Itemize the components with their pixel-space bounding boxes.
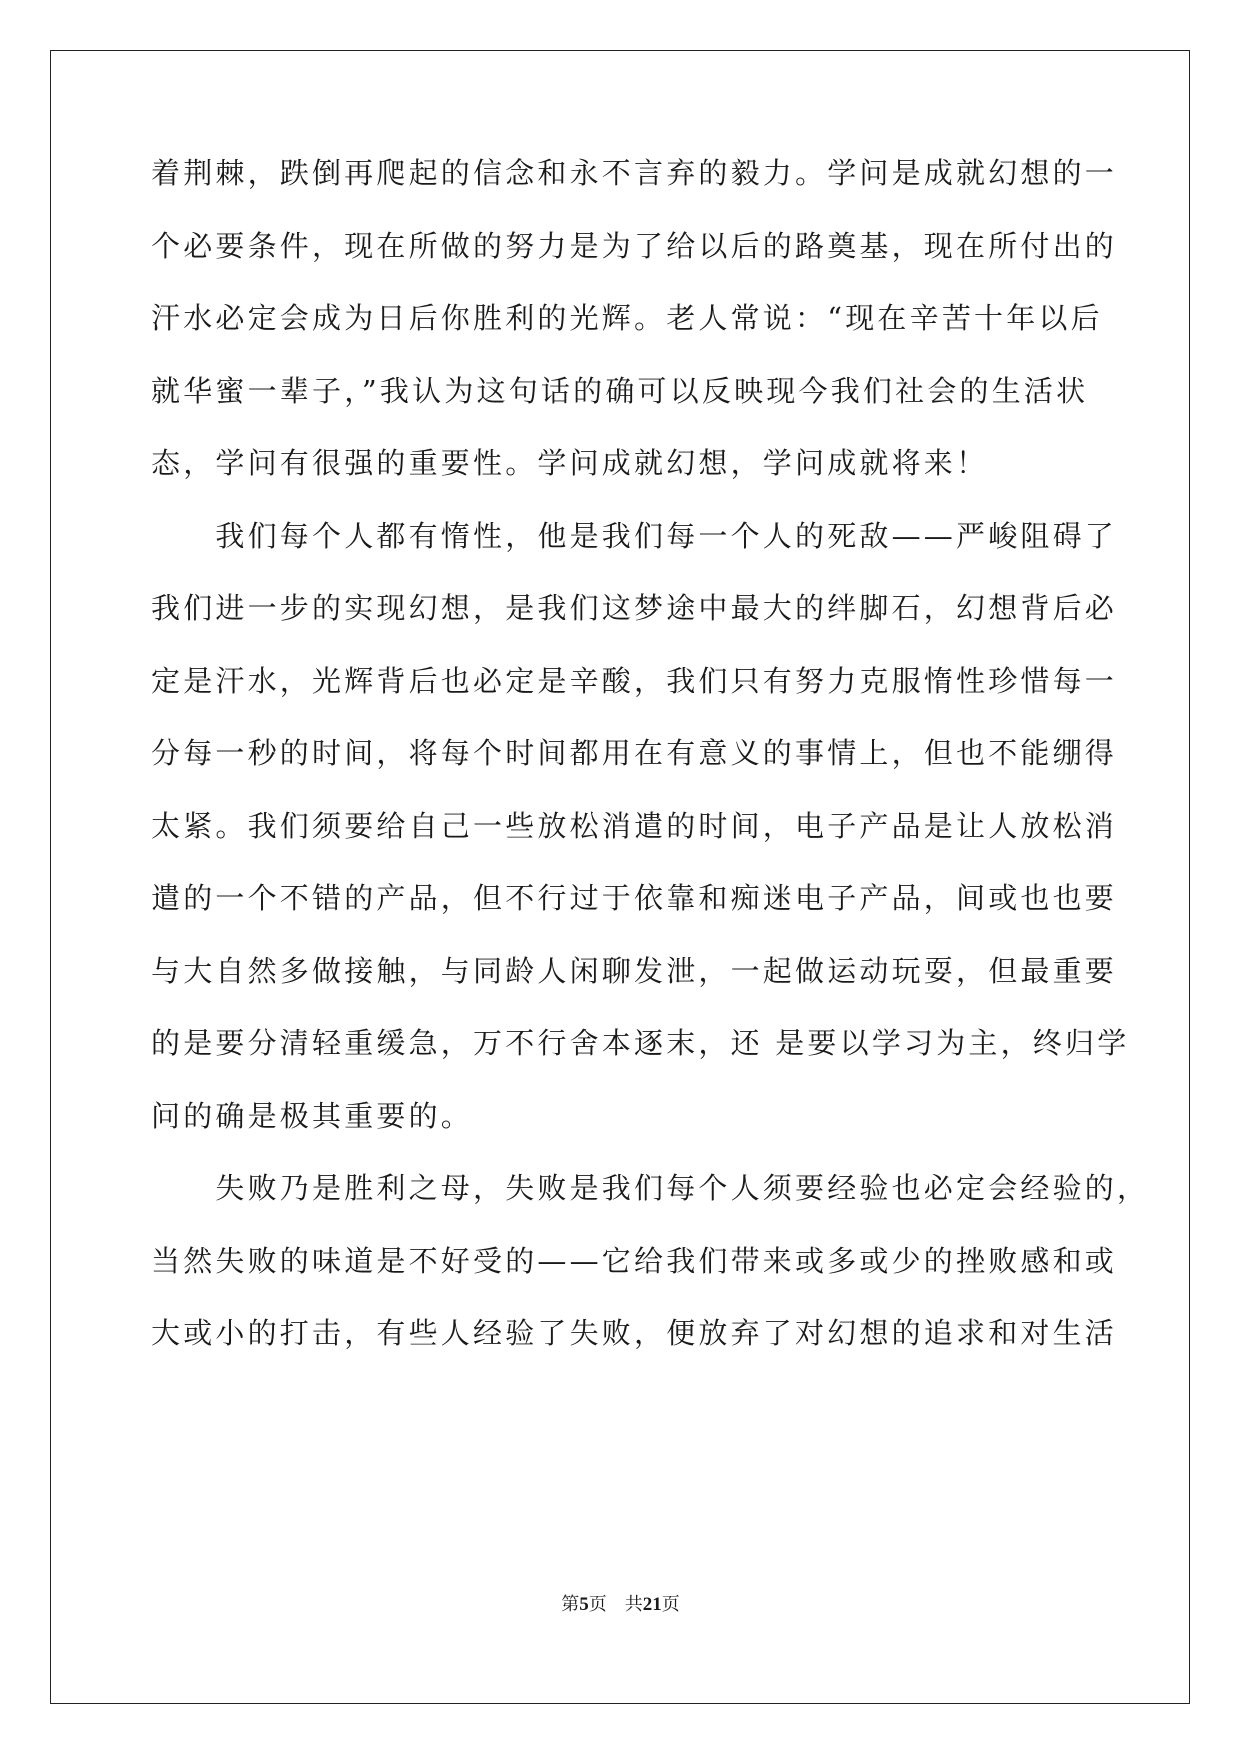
text-line: 太紧。我们须要给自己一些放松消遣的时间，电子产品是让人放松消 xyxy=(151,809,1118,843)
page-prefix: 第 xyxy=(561,1594,580,1615)
text-line: 问的确是极其重要的。 xyxy=(151,1099,474,1133)
text-line: 态，学问有很强的重要性。学问成就幻想，学问成就将来！ xyxy=(151,446,989,480)
text-line: 着荆棘，跌倒再爬起的信念和永不言弃的毅力。学问是成就幻想的一 xyxy=(151,156,1118,190)
text-line: 分每一秒的时间，将每个时间都用在有意义的事情上，但也不能绷得 xyxy=(151,736,1118,770)
text-line: 与大自然多做接触，与同龄人闲聊发泄，一起做运动玩耍，但最重要 xyxy=(151,954,1118,988)
text-line: 遣的一个不错的产品，但不行过于依靠和痴迷电子产品，间或也也要 xyxy=(151,881,1118,915)
text-line: 就华蜜一辈子，”我认为这句话的确可以反映现今我们社会的生活状 xyxy=(151,374,1089,408)
page-number: 5 xyxy=(579,1594,589,1615)
page-suffix: 页 xyxy=(588,1594,607,1615)
text-line: 个必要条件，现在所做的努力是为了给以后的路奠基，现在所付出的 xyxy=(151,229,1118,263)
text-line: 当然失败的味道是不好受的——它给我们带来或多或少的挫败感和或 xyxy=(151,1244,1118,1278)
text-line: 的是要分清轻重缓急，万不行舍本逐末，还 是要以学习为主，终归学 xyxy=(151,1026,1130,1060)
text-line: 汗水必定会成为日后你胜利的光辉。老人常说：“现在辛苦十年以后 xyxy=(151,301,1103,335)
text-line: 失败乃是胜利之母，失败是我们每个人须要经验也必定会经验的， xyxy=(151,1171,1150,1205)
text-line: 定是汗水，光辉背后也必定是辛酸，我们只有努力克服惰性珍惜每一 xyxy=(151,664,1118,698)
page-footer xyxy=(0,1593,1241,1617)
text-line: 大或小的打击，有些人经验了失败，便放弃了对幻想的追求和对生活 xyxy=(151,1316,1118,1350)
total-prefix: 共 xyxy=(624,1594,643,1615)
text-line: 我们进一步的实现幻想，是我们这梦途中最大的绊脚石，幻想背后必 xyxy=(151,591,1118,625)
text-line: 我们每个人都有惰性，他是我们每一个人的死敌——严峻阻碍了 xyxy=(151,519,1118,553)
total-pages: 21 xyxy=(642,1594,662,1615)
total-suffix: 页 xyxy=(661,1594,680,1615)
